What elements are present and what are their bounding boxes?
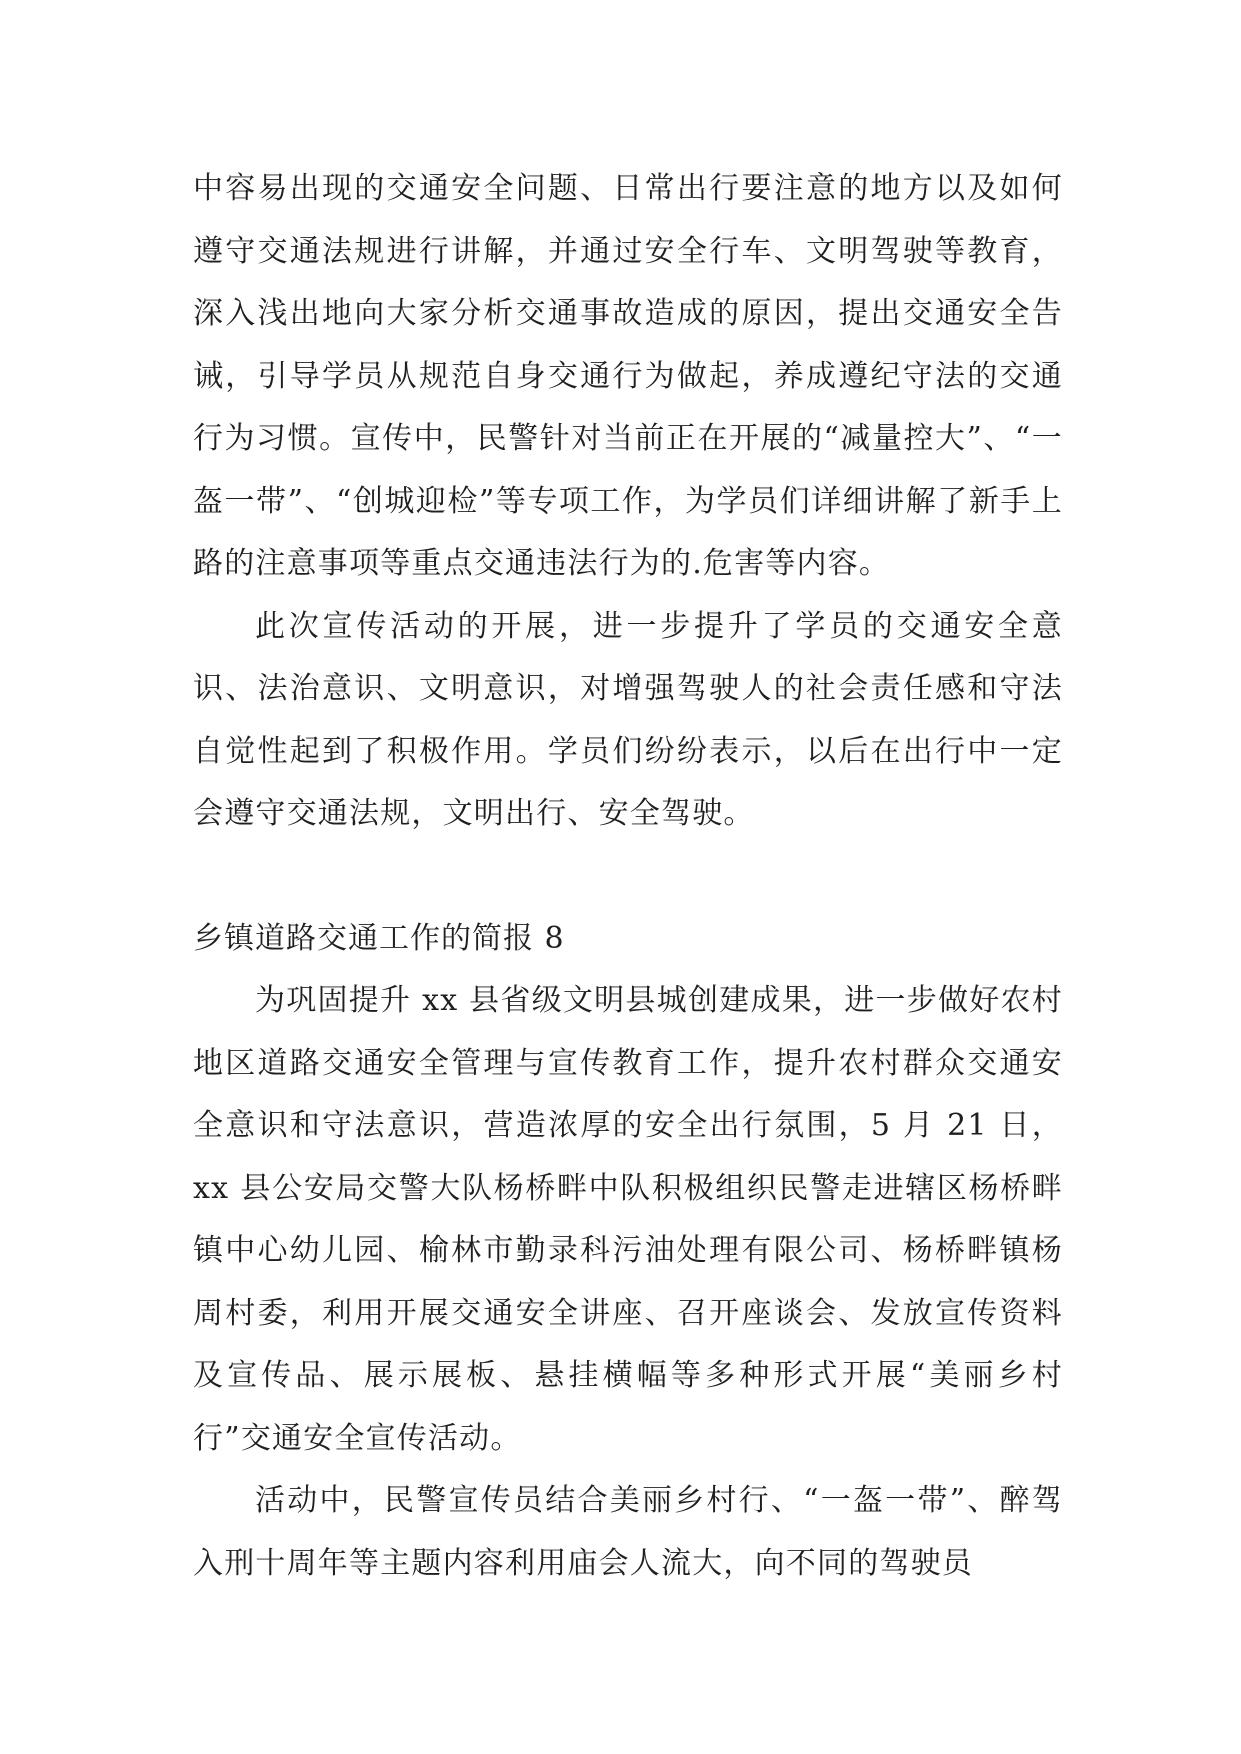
section-title: 乡镇道路交通工作的简报 8	[193, 920, 565, 956]
paragraph-4: 活动中，民警宣传员结合美丽乡村行、“一盔一带”、醉驾入刑十周年等主题内容利用庙会人流大，向不同的驾驶员	[193, 1483, 1063, 1581]
paragraph-1: 中容易出现的交通安全问题、日常出行要注意的地方以及如何遵守交通法规进行讲解，并通过安全行车、文明驾驶等教育，深入浅出地向大家分析交通事故造成的原因，提出交通安全告诫，引导学员从规范自身交通行为做起，养成遵纪守法的交通行为习惯。宣传中，民警针对当前正在开展的“减量控大”、“一盔一带”、“创城迎检”等专项工作，为学员们详细讲解了新手上路的注意事项等重点交通违法行为的.危害等内容。	[193, 171, 1063, 581]
paragraph-2: 此次宣传活动的开展，进一步提升了学员的交通安全意识、法治意识、文明意识，对增强驾驶人的社会责任感和守法自觉性起到了积极作用。学员们纷纷表示，以后在出行中一定会遵守交通法规，文明出行、安全驾驶。	[193, 608, 1063, 831]
document-body	[193, 158, 1063, 1595]
paragraph-3: 为巩固提升 xx 县省级文明县城创建成果，进一步做好农村地区道路交通安全管理与宣传教育工作，提升农村群众交通安全意识和守法意识，营造浓厚的安全出行氛围，5 月 21 日，xx 县公安局交警大队杨桥畔中队积极组织民警走进辖区杨桥畔镇中心幼儿园、榆林市勤录科污油处理有限公司、杨桥畔镇杨周村委，利用开展交通安全讲座、召开座谈会、发放宣传资料及宣传品、展示展板、悬挂横幅等多种形式开展“美丽乡村行”交通安全宣传活动。	[193, 983, 1063, 1456]
